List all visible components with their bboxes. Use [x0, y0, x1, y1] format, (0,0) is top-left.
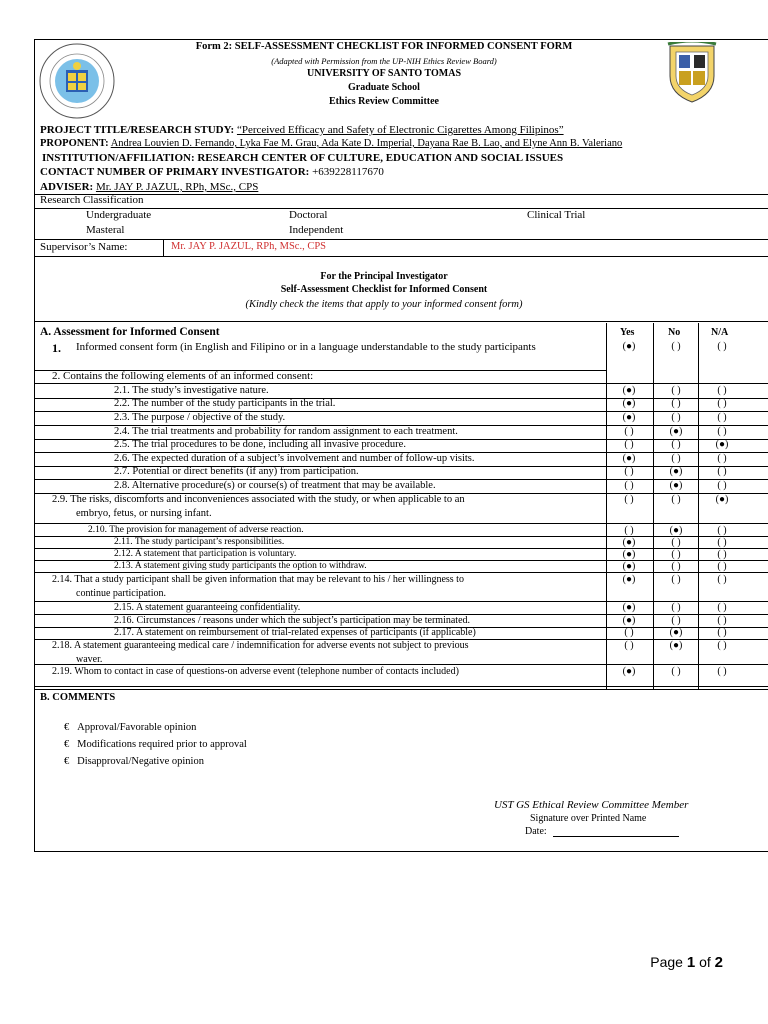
committee-name: Ethics Review Committee [329, 96, 439, 107]
item-23--text: 2.3. The purpose / objective of the study. [114, 412, 286, 423]
item-1-no[interactable]: ( ) [671, 341, 681, 352]
item-212--no[interactable]: ( ) [671, 549, 681, 560]
item-215--no[interactable]: ( ) [671, 602, 681, 613]
item-218--no[interactable]: (●) [669, 640, 683, 651]
col-yes: Yes [620, 327, 635, 338]
item-217--text: 2.17. A statement on reimbursement of trial-related expenses of participants (if applicable) [114, 627, 476, 638]
item-214--no[interactable]: ( ) [671, 574, 681, 585]
item-27--na[interactable]: ( ) [717, 466, 727, 477]
item-21--yes[interactable]: (●) [622, 385, 636, 396]
item-23--na[interactable]: ( ) [717, 412, 727, 423]
item-1-na[interactable]: ( ) [717, 341, 727, 352]
item-22--no[interactable]: ( ) [671, 398, 681, 409]
item-29--na[interactable]: (●) [715, 494, 729, 505]
item-24--text: 2.4. The trial treatments and probability for random assignment to each treatment. [114, 426, 458, 437]
proponent-value: Andrea Louvien D. Fernando, Lyka Fae M. Grau, Ada Kate D. Imperial, Dayana Rae B. Lao, and Elyne Ann B. Valeriano [110, 138, 623, 149]
adviser-row [40, 181, 258, 193]
item-216--na[interactable]: ( ) [717, 615, 727, 626]
signature-label: Signature over Printed Name [530, 813, 647, 824]
supervisor-label: Supervisor’s Name: [40, 241, 128, 253]
adviser-label: ADVISER: [40, 181, 94, 193]
item-217--yes[interactable]: ( ) [624, 627, 634, 638]
item-210--yes[interactable]: ( ) [624, 525, 634, 536]
col-no: No [668, 327, 681, 338]
item-27--text: 2.7. Potential or direct benefits (if any) from participation. [114, 466, 359, 477]
item-27--no[interactable]: (●) [669, 466, 683, 477]
proponent-label: PROPONENT: [40, 138, 109, 149]
item-214--yes[interactable]: (●) [622, 574, 636, 585]
item-211--text: 2.11. The study participant’s responsibilities. [114, 537, 285, 547]
comments-title: B. COMMENTS [40, 692, 116, 703]
item-21--no[interactable]: ( ) [671, 385, 681, 396]
item-216--yes[interactable]: (●) [622, 615, 636, 626]
item-219--no[interactable]: ( ) [671, 666, 681, 677]
form-title: Form 2: SELF-ASSESSMENT CHECKLIST FOR INFORMED CONSENT FORM [195, 41, 573, 52]
item-26--na[interactable]: ( ) [717, 453, 727, 464]
classification-label: Research Classification [40, 194, 144, 206]
item-24--yes[interactable]: ( ) [624, 426, 634, 437]
item-215--yes[interactable]: (●) [622, 602, 636, 613]
item-218--text: 2.18. A statement guaranteeing medical care / indemnification for adverse events not subject to previous [52, 640, 469, 651]
committee-member-label: UST GS Ethical Review Committee Member [494, 799, 689, 811]
comment-option-disapproval[interactable]: € Disapproval/Negative opinion [64, 756, 204, 767]
item-29--yes[interactable]: ( ) [624, 494, 634, 505]
pi-title: For the Principal Investigator [320, 271, 448, 282]
option-independent[interactable]: Independent [289, 224, 344, 236]
item-28--na[interactable]: ( ) [717, 480, 727, 491]
adapted-note: (Adapted with Permission from the UP-NIH Ethics Review Board) [271, 56, 497, 66]
item-215--na[interactable]: ( ) [717, 602, 727, 613]
item-214--text: 2.14. That a study participant shall be given information that may be relevant to his / her willingness to [52, 574, 464, 585]
date-label: Date: [525, 826, 547, 837]
item-24--na[interactable]: ( ) [717, 426, 727, 437]
item-1-number: 1. [52, 341, 61, 355]
item-211--no[interactable]: ( ) [671, 537, 681, 548]
item-212--text: 2.12. A statement that participation is voluntary. [114, 549, 297, 559]
project-title-value: “Perceived Efficacy and Safety of Electronic Cigarettes Among Filipinos” [236, 124, 564, 136]
project-title-row [40, 124, 564, 136]
item-217--na[interactable]: ( ) [717, 627, 727, 638]
ust-graduate-school-seal-icon [38, 42, 116, 120]
item-25--yes[interactable]: ( ) [624, 439, 634, 450]
item-26--text: 2.6. The expected duration of a subject’s involvement and number of follow-up visits. [114, 453, 475, 464]
item-2-text: 2. Contains the following elements of an informed consent: [52, 370, 314, 382]
item-23--no[interactable]: ( ) [671, 412, 681, 423]
item-210--no[interactable]: (●) [669, 525, 683, 536]
item-216--text: 2.16. Circumstances / reasons under which the subject’s participation may be terminated. [114, 615, 471, 626]
item-212--yes[interactable]: (●) [622, 549, 636, 560]
item-1-yes[interactable]: (●) [622, 341, 636, 352]
item-28--yes[interactable]: ( ) [624, 480, 634, 491]
item-22--na[interactable]: ( ) [717, 398, 727, 409]
item-1-text: Informed consent form (in English and Filipino or in a language understandable to the study participants [76, 341, 536, 353]
item-26--yes[interactable]: (●) [622, 453, 636, 464]
date-input-line[interactable] [553, 836, 679, 837]
item-211--yes[interactable]: (●) [622, 537, 636, 548]
item-24--no[interactable]: (●) [669, 426, 683, 437]
pi-instructions: (Kindly check the items that apply to your informed consent form) [245, 299, 523, 310]
comment-option-modifications[interactable]: € Modifications required prior to approval [64, 739, 247, 750]
item-25--text: 2.5. The trial procedures to be done, including all invasive procedure. [114, 439, 406, 450]
item-219--yes[interactable]: (●) [622, 666, 636, 677]
item-213--yes[interactable]: (●) [622, 561, 636, 572]
option-doctoral[interactable]: Doctoral [289, 209, 328, 221]
col-na: N/A [711, 327, 729, 338]
item-210--text: 2.10. The provision for management of adverse reaction. [88, 525, 304, 535]
item-215--text: 2.15. A statement guaranteeing confidentiality. [114, 602, 301, 613]
item-22--yes[interactable]: (●) [622, 398, 636, 409]
item-213--text: 2.13. A statement giving study participants the option to withdraw. [114, 561, 367, 571]
item-213--na[interactable]: ( ) [717, 561, 727, 572]
institution-row: INSTITUTION/AFFILIATION: RESEARCH CENTER OF CULTURE, EDUCATION AND SOCIAL ISSUES [42, 152, 564, 164]
supervisor-value: Mr. JAY P. JAZUL, RPh, MSc., CPS [171, 241, 327, 252]
item-21--text: 2.1. The study’s investigative nature. [114, 385, 269, 396]
item-213--no[interactable]: ( ) [671, 561, 681, 572]
item-214--na[interactable]: ( ) [717, 574, 727, 585]
item-219--na[interactable]: ( ) [717, 666, 727, 677]
item-218--yes[interactable]: ( ) [624, 640, 634, 651]
contact-value: +639228117670 [312, 166, 384, 178]
item-29--text-continued: embryo, fetus, or nursing infant. [76, 508, 212, 519]
item-28--text: 2.8. Alternative procedure(s) or course(s) of treatment that may be available. [114, 480, 436, 491]
item-218--na[interactable]: ( ) [717, 640, 727, 651]
comment-option-approval[interactable]: € Approval/Favorable opinion [64, 722, 197, 733]
proponent-row [40, 138, 622, 149]
item-212--na[interactable]: ( ) [717, 549, 727, 560]
school-name: Graduate School [348, 82, 420, 93]
item-217--no[interactable]: (●) [669, 627, 683, 638]
pi-subtitle: Self-Assessment Checklist for Informed Consent [280, 284, 488, 295]
item-214--text-continued: continue participation. [76, 588, 166, 599]
item-211--na[interactable]: ( ) [717, 537, 727, 548]
option-masteral[interactable]: Masteral [86, 224, 125, 236]
item-210--na[interactable]: ( ) [717, 525, 727, 536]
university-name: UNIVERSITY OF SANTO TOMAS [306, 68, 462, 79]
item-25--na[interactable]: (●) [715, 439, 729, 450]
item-216--no[interactable]: ( ) [671, 615, 681, 626]
item-25--no[interactable]: ( ) [671, 439, 681, 450]
contact-label: CONTACT NUMBER OF PRIMARY INVESTIGATOR: [40, 166, 310, 178]
item-27--yes[interactable]: ( ) [624, 466, 634, 477]
item-21--na[interactable]: ( ) [717, 385, 727, 396]
item-23--yes[interactable]: (●) [622, 412, 636, 423]
item-218--text-continued: waver. [76, 654, 103, 665]
page-indicator: Page 1 of 2 [650, 954, 723, 971]
item-29--no[interactable]: ( ) [671, 494, 681, 505]
item-28--no[interactable]: (●) [669, 480, 683, 491]
item-29--text: 2.9. The risks, discomforts and inconveniences associated with the study, or when applicable to an [52, 494, 465, 505]
contact-row [40, 166, 384, 178]
option-clinical-trial[interactable]: Clinical Trial [527, 209, 586, 221]
item-22--text: 2.2. The number of the study participants in the trial. [114, 398, 336, 409]
adviser-value: Mr. JAY P. JAZUL, RPh, MSc., CPS [95, 181, 259, 193]
section-a-title: A. Assessment for Informed Consent [40, 326, 220, 338]
option-undergraduate[interactable]: Undergraduate [86, 209, 152, 221]
item-219--text: 2.19. Whom to contact in case of questions-on adverse event (telephone number of contacts included) [52, 666, 459, 677]
item-26--no[interactable]: ( ) [671, 453, 681, 464]
project-title-label: PROJECT TITLE/RESEARCH STUDY: [40, 124, 235, 136]
